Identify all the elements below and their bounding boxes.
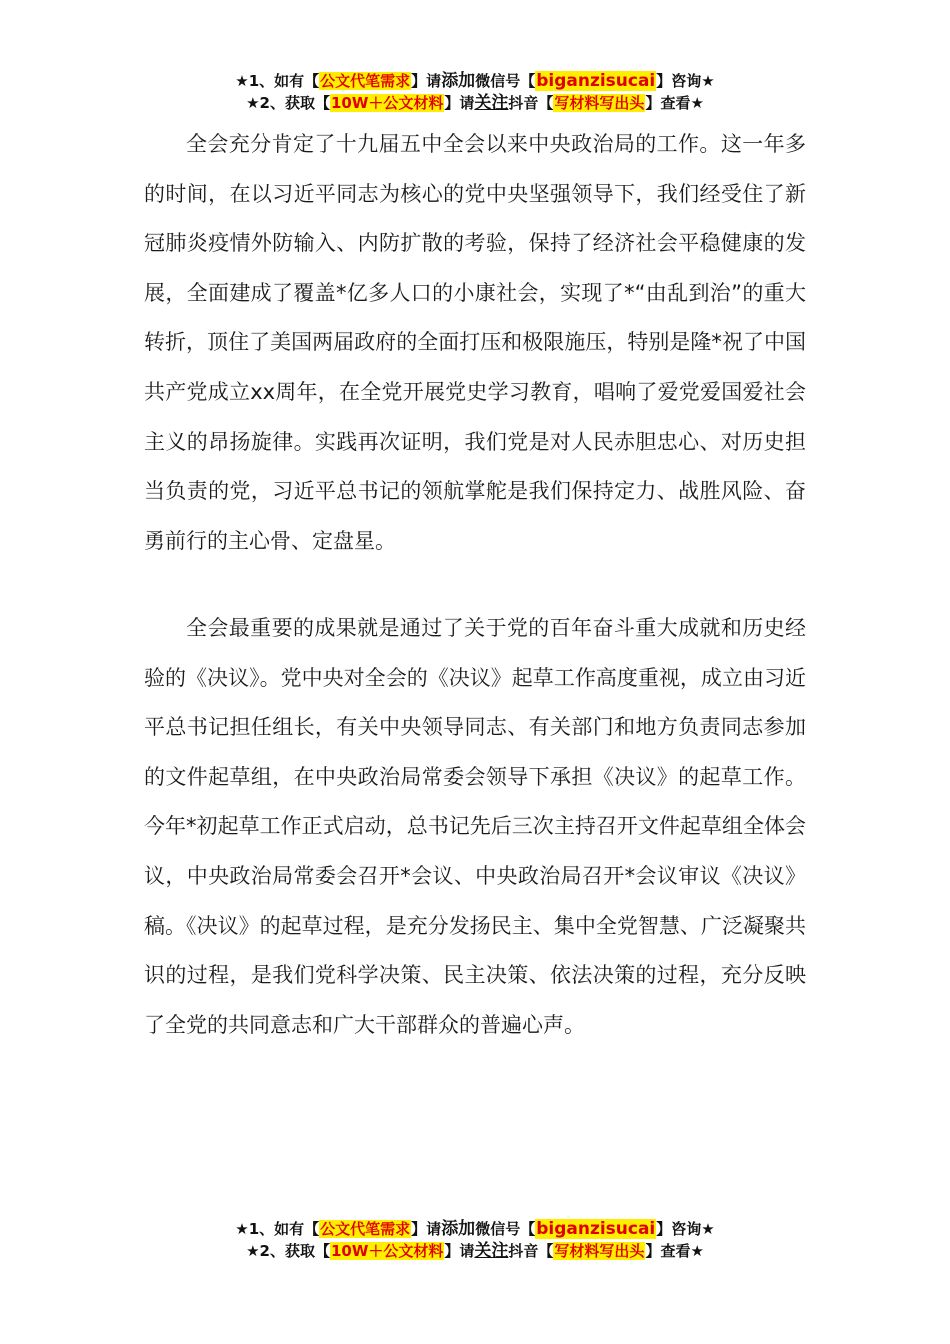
banner-emphasis: 添加 — [441, 1219, 476, 1239]
document-body-paragraph-2 — [144, 604, 806, 1050]
star-icon: ★ — [235, 1220, 249, 1238]
banner-line-1 — [0, 70, 950, 92]
paragraph: 全会充分肯定了十九届五中全会以来中央政治局的工作。这一年多的时间，在以习近平同志为核心的党中央坚强领导下，我们经受住了新冠肺炎疫情外防输入、内防扩散的考验，保持了经济社会平稳健康的发展，全面建成了覆盖*亿多人口的小康社会，实现了*“由乱到治”的重大转折，顶住了美国两届政府的全面打压和极限施压，特别是隆*祝了中国共产党成立xx周年，在全党开展党史学习教育，唱响了爱党爱国爱社会主义的昂扬旋律。实践再次证明，我们党是对人民赤胆忠心、对历史担当负责的党，习近平总书记的领航掌舵是我们保持定力、战胜风险、奋勇前行的主心骨、定盘星。 — [144, 132, 806, 553]
banner-line-2 — [0, 92, 950, 114]
douyin-account[interactable]: 写材料写出头 — [554, 1242, 645, 1260]
document-body-paragraph-1 — [144, 120, 806, 566]
star-icon: ★ — [690, 1242, 704, 1260]
banner-text: 】咨询 — [656, 72, 702, 90]
banner-emphasis: 关注 — [474, 93, 509, 113]
banner-text: 1、如有【 — [248, 1220, 320, 1238]
banner-line-1 — [0, 1218, 950, 1240]
wechat-id[interactable]: biganzisucai — [536, 71, 656, 91]
footer-banner — [0, 1218, 950, 1262]
banner-text: 】咨询 — [656, 1220, 702, 1238]
star-icon: ★ — [246, 1242, 260, 1260]
banner-text: 微信号【 — [475, 72, 536, 90]
banner-text: 2、获取【 — [259, 1242, 330, 1260]
banner-emphasis: 添加 — [441, 71, 476, 91]
douyin-account[interactable]: 写材料写出头 — [554, 94, 645, 112]
banner-emphasis: 关注 — [474, 1241, 509, 1261]
banner-text: 】请 — [411, 1220, 442, 1238]
banner-text: 1、如有【 — [248, 72, 320, 90]
highlight-service: 公文代笔需求 — [320, 72, 411, 90]
star-icon: ★ — [701, 72, 715, 90]
banner-text: 抖音【 — [508, 1242, 554, 1260]
star-icon: ★ — [690, 94, 704, 112]
header-banner — [0, 70, 950, 114]
banner-text: 】查看 — [645, 1242, 691, 1260]
banner-text: 】查看 — [645, 94, 691, 112]
highlight-materials: 10W＋公文材料 — [330, 94, 444, 112]
paragraph: 全会最重要的成果就是通过了关于党的百年奋斗重大成就和历史经验的《决议》。党中央对全会的《决议》起草工作高度重视，成立由习近平总书记担任组长，有关中央领导同志、有关部门和地方负责同志参加的文件起草组，在中央政治局常委会领导下承担《决议》的起草工作。今年*初起草工作正式启动，总书记先后三次主持召开文件起草组全体会议，中央政治局常委会召开*会议、中央政治局召开*会议审议《决议》稿。《决议》的起草过程，是充分发扬民主、集中全党智慧、广泛凝聚共识的过程，是我们党科学决策、民主决策、依法决策的过程，充分反映了全党的共同意志和广大干部群众的普遍心声。 — [144, 616, 806, 1037]
banner-text: 】请 — [444, 94, 475, 112]
star-icon: ★ — [701, 1220, 715, 1238]
banner-text: 抖音【 — [508, 94, 554, 112]
highlight-materials: 10W＋公文材料 — [330, 1242, 444, 1260]
star-icon: ★ — [246, 94, 260, 112]
wechat-id[interactable]: biganzisucai — [536, 1219, 656, 1239]
banner-line-2 — [0, 1240, 950, 1262]
banner-text: 】请 — [444, 1242, 475, 1260]
banner-text: 微信号【 — [475, 1220, 536, 1238]
banner-text: 】请 — [411, 72, 442, 90]
banner-text: 2、获取【 — [259, 94, 330, 112]
highlight-service: 公文代笔需求 — [320, 1220, 411, 1238]
star-icon: ★ — [235, 72, 249, 90]
